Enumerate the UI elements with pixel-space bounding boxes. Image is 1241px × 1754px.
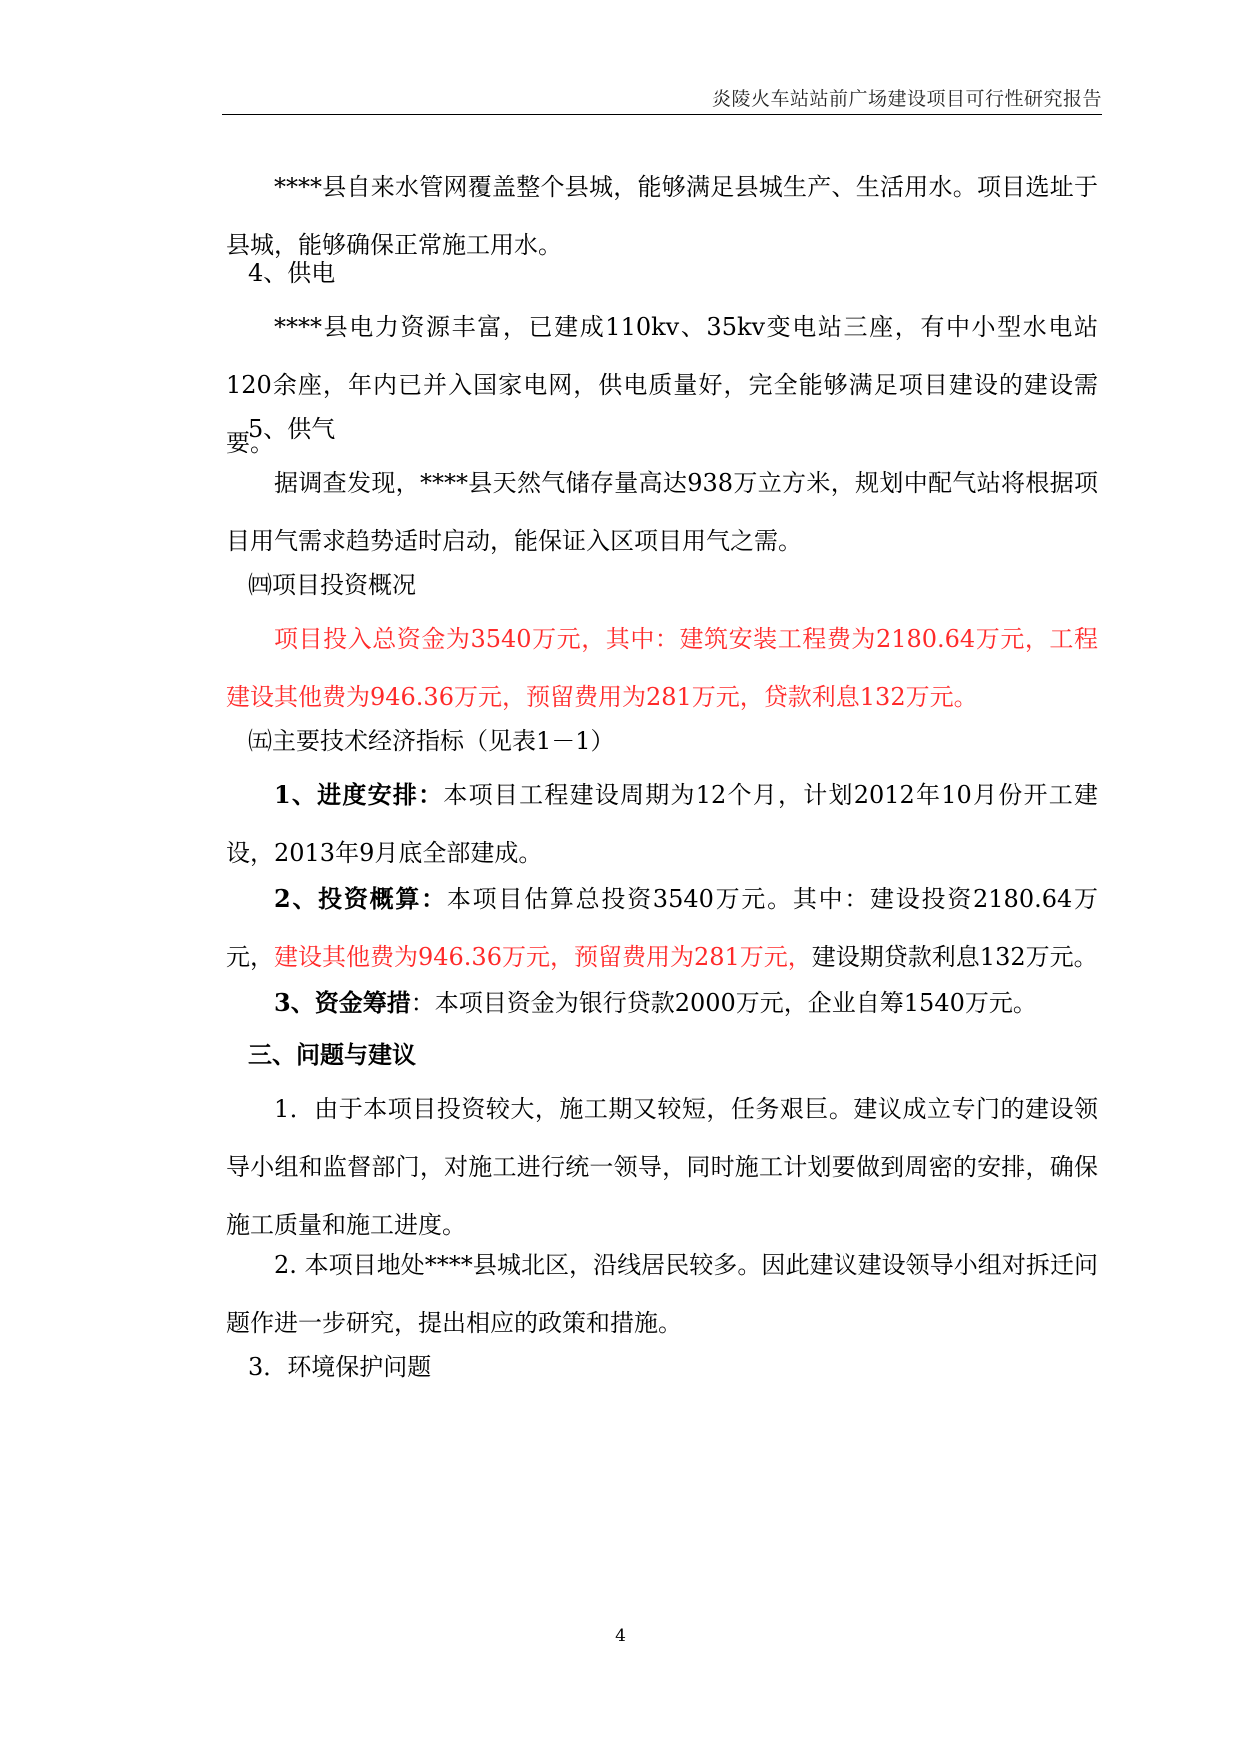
funding-paragraph bbox=[226, 974, 1098, 1032]
budget-text: 本项目估算总投资3540万元。其中：建设投资2180.64万元， bbox=[226, 885, 1099, 971]
issues-heading: 三、问题与建议 bbox=[248, 1040, 416, 1069]
gas-heading: 5、供气 bbox=[248, 415, 336, 443]
schedule-label: 1、进度安排： bbox=[274, 780, 444, 809]
investment-paragraph: 项目投入总资金为3540万元，其中：建筑安装工程费为2180.64万元，工程建设其他费为946.36万元，预留费用为281万元，贷款利息132万元。 bbox=[226, 625, 1098, 711]
gas-paragraph: 据调查发现，****县天然气储存量高达938万立方米，规划中配气站将根据项目用气需求趋势适时启动，能保证入区项目用气之需。 bbox=[226, 469, 1098, 555]
page-number: 4 bbox=[615, 1626, 626, 1646]
header-divider bbox=[222, 114, 1102, 115]
budget-highlight: 建设其他费为946.36万元，预留费用为281万元， bbox=[274, 943, 812, 971]
issue-1-paragraph: 1．由于本项目投资较大，施工期又较短，任务艰巨。建议成立专门的建设领导小组和监督部门，对施工进行统一领导，同时施工计划要做到周密的安排，确保施工质量和施工进度。 bbox=[226, 1095, 1098, 1239]
issue-3-heading: 3．环境保护问题 bbox=[248, 1353, 432, 1381]
power-paragraph: ****县电力资源丰富，已建成110kv、35kv变电站三座，有中小型水电站120余座，年内已并入国家电网，供电质量好，完全能够满足项目建设的建设需要。 bbox=[226, 313, 1098, 457]
running-header: 炎陵火车站站前广场建设项目可行性研究报告 bbox=[711, 88, 1102, 110]
indicators-heading: ㈤主要技术经济指标（见表1－1） bbox=[248, 727, 615, 755]
schedule-paragraph bbox=[226, 766, 1098, 882]
power-heading: 4、供电 bbox=[248, 259, 336, 287]
investment-heading: ㈣项目投资概况 bbox=[248, 571, 416, 599]
budget-label: 2、投资概算： bbox=[274, 884, 447, 913]
budget-tail: 建设期贷款利息132万元。 bbox=[811, 943, 1098, 971]
issue-2-paragraph: 2. 本项目地处****县城北区，沿线居民较多。因此建议建设领导小组对拆迁问题作进一步研究，提出相应的政策和措施。 bbox=[226, 1251, 1098, 1337]
funding-label: 3、资金筹措 bbox=[274, 988, 411, 1017]
funding-text: ：本项目资金为银行贷款2000万元，企业自筹1540万元。 bbox=[410, 989, 1037, 1017]
water-supply-paragraph: ****县自来水管网覆盖整个县城，能够满足县城生产、生活用水。项目选址于县城，能够确保正常施工用水。 bbox=[226, 173, 1098, 259]
schedule-text: 本项目工程建设周期为12个月，计划2012年10月份开工建设，2013年9月底全部建成。 bbox=[226, 781, 1099, 867]
budget-paragraph bbox=[226, 870, 1098, 986]
